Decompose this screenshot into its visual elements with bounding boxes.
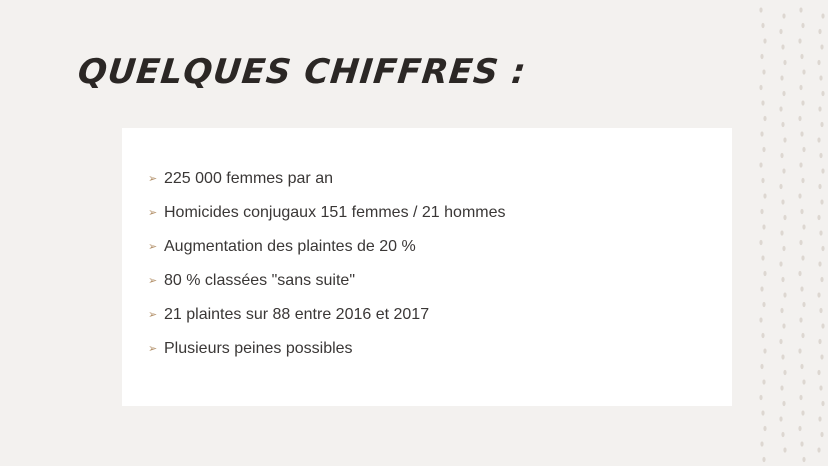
- bullet-item: [148, 230, 506, 264]
- decorative-dot: [781, 354, 784, 359]
- decorative-dot: [799, 162, 802, 167]
- decorative-dot: [761, 23, 764, 28]
- decorative-dot: [802, 147, 805, 152]
- decorative-dot: [799, 395, 802, 400]
- decorative-dot: [821, 246, 824, 251]
- decorative-dot: [802, 457, 805, 462]
- decorative-dot: [818, 261, 821, 266]
- decorative-dot: [820, 354, 823, 359]
- decorative-dot: [779, 416, 782, 421]
- decorative-dot: [801, 255, 804, 260]
- decorative-dot: [779, 261, 782, 266]
- decorative-dot: [818, 184, 821, 189]
- decorative-dot: [798, 348, 801, 353]
- bullet-text: 80 % classées "sans suite": [164, 272, 356, 289]
- decorative-dot: [800, 54, 803, 59]
- decorative-dot: [817, 292, 820, 297]
- decorative-dot: [781, 122, 784, 127]
- decorative-dot: [780, 153, 783, 158]
- decorative-dot: [801, 23, 804, 28]
- decorative-dot: [759, 85, 762, 90]
- decorative-dot: [799, 7, 802, 12]
- decorative-dot: [798, 116, 801, 121]
- decorative-dot: [760, 131, 763, 136]
- decorative-dot: [821, 401, 824, 406]
- decorative-dot: [821, 168, 824, 173]
- bullet-list: [148, 162, 506, 366]
- decorative-dot: [783, 447, 786, 452]
- decorative-dot: [820, 199, 823, 204]
- decorative-dot: [800, 209, 803, 214]
- decorative-dot: [781, 432, 784, 437]
- decorative-dot: [801, 410, 804, 415]
- decorative-dot: [759, 162, 762, 167]
- decorative-dot: [782, 323, 785, 328]
- decorative-dot: [760, 209, 763, 214]
- decorative-dot: [819, 308, 822, 313]
- content-box: [122, 128, 732, 406]
- decorative-dot: [782, 401, 785, 406]
- decorative-dot: [780, 75, 783, 80]
- bullet-item: [148, 264, 506, 298]
- decorative-dot: [800, 131, 803, 136]
- decorative-dot: [819, 153, 822, 158]
- decorative-dot: [779, 29, 782, 34]
- bullet-item: [148, 162, 506, 196]
- bullet-text: Augmentation des plaintes de 20 %: [164, 238, 416, 255]
- decorative-dot: [820, 277, 823, 282]
- bullet-text: Plusieurs peines possibles: [164, 340, 353, 357]
- decorative-dot: [802, 379, 805, 384]
- decorative-dot: [780, 308, 783, 313]
- decorative-dot: [779, 184, 782, 189]
- decorative-dot: [818, 29, 821, 34]
- bullet-item: [148, 298, 506, 332]
- decorative-dot: [762, 379, 765, 384]
- decorative-dot: [763, 348, 766, 353]
- decorative-dot: [783, 137, 786, 142]
- decorative-dot: [781, 277, 784, 282]
- decorative-dot: [820, 432, 823, 437]
- decorative-dot: [801, 333, 804, 338]
- decorative-dot: [761, 178, 764, 183]
- arrow-bullet-icon: ➢: [148, 274, 158, 287]
- decorative-dot: [762, 69, 765, 74]
- decorative-dot: [760, 286, 763, 291]
- decorative-dot: [762, 224, 765, 229]
- decorative-dot: [779, 339, 782, 344]
- decorative-dot: [819, 75, 822, 80]
- decorative-dot: [760, 364, 763, 369]
- decorative-dot: [783, 370, 786, 375]
- slide-title: QUELQUES CHIFFRES :: [75, 52, 529, 92]
- bullet-text: Homicides conjugaux 151 femmes / 21 hommes: [164, 204, 506, 221]
- decorative-dot: [799, 240, 802, 245]
- decorative-dot: [762, 302, 765, 307]
- decorative-dot: [802, 224, 805, 229]
- decorative-dot: [760, 54, 763, 59]
- decorative-dot: [817, 215, 820, 220]
- decorative-dot: [821, 91, 824, 96]
- decorative-dot: [782, 168, 785, 173]
- decorative-dot: [819, 385, 822, 390]
- decorative-dot: [800, 286, 803, 291]
- decorative-dot: [761, 255, 764, 260]
- decorative-dot: [763, 271, 766, 276]
- decorative-dot: [801, 100, 804, 105]
- bullet-item: [148, 332, 506, 366]
- decorative-dot: [763, 116, 766, 121]
- decorative-dot: [780, 230, 783, 235]
- decorative-dot: [799, 317, 802, 322]
- decorative-dot: [763, 193, 766, 198]
- arrow-bullet-icon: ➢: [148, 342, 158, 355]
- decorative-dot: [783, 292, 786, 297]
- decorative-dot: [799, 85, 802, 90]
- decorative-dot: [798, 271, 801, 276]
- decorative-dot: [817, 137, 820, 142]
- decorative-dot: [760, 441, 763, 446]
- bullet-text: 225 000 femmes par an: [164, 170, 333, 187]
- decorative-dot: [759, 7, 762, 12]
- decorative-dot: [817, 370, 820, 375]
- decorative-dot: [802, 302, 805, 307]
- decorative-dot: [783, 215, 786, 220]
- decorative-dot: [798, 38, 801, 43]
- decorative-dot: [781, 199, 784, 204]
- decorative-dot: [798, 426, 801, 431]
- arrow-bullet-icon: ➢: [148, 172, 158, 185]
- decorative-dot: [817, 60, 820, 65]
- decorative-dot: [762, 457, 765, 462]
- decorative-dot: [802, 69, 805, 74]
- decorative-dot: [821, 13, 824, 18]
- decorative-dot: [763, 426, 766, 431]
- decorative-dot: [761, 100, 764, 105]
- decorative-dot: [818, 339, 821, 344]
- decorative-dot: [781, 44, 784, 49]
- decorative-dot: [761, 333, 764, 338]
- decorative-dot: [819, 230, 822, 235]
- decorative-dot: [759, 317, 762, 322]
- decorative-dot: [782, 91, 785, 96]
- arrow-bullet-icon: ➢: [148, 240, 158, 253]
- decorative-dot: [780, 385, 783, 390]
- arrow-bullet-icon: ➢: [148, 308, 158, 321]
- decorative-dot: [783, 60, 786, 65]
- decorative-dot: [820, 122, 823, 127]
- bullet-item: [148, 196, 506, 230]
- decorative-dot: [818, 416, 821, 421]
- decorative-dot: [801, 178, 804, 183]
- decorative-dot: [762, 147, 765, 152]
- decorative-dot: [818, 106, 821, 111]
- decorative-dot: [763, 38, 766, 43]
- decorative-dot: [759, 240, 762, 245]
- decorative-dot: [798, 193, 801, 198]
- decorative-dot: [761, 410, 764, 415]
- arrow-bullet-icon: ➢: [148, 206, 158, 219]
- decorative-dot: [759, 395, 762, 400]
- decorative-dot: [817, 447, 820, 452]
- decorative-dot: [782, 13, 785, 18]
- decorative-dot: [820, 44, 823, 49]
- decorative-dot: [782, 246, 785, 251]
- bullet-text: 21 plaintes sur 88 entre 2016 et 2017: [164, 306, 430, 323]
- decorative-dot: [779, 106, 782, 111]
- decorative-dot: [821, 323, 824, 328]
- decorative-dot: [800, 441, 803, 446]
- decorative-dot: [800, 364, 803, 369]
